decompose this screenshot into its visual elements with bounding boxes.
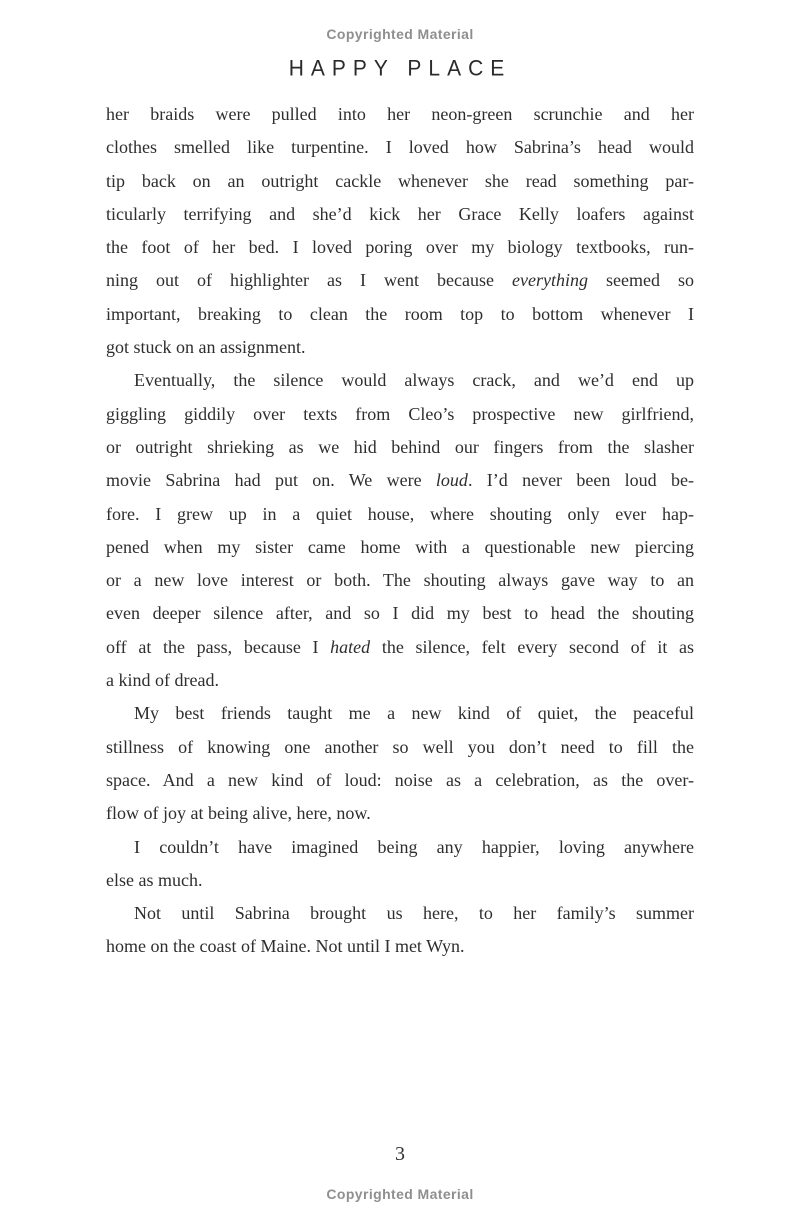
- paragraph: [106, 831, 694, 898]
- text-line: fore. I grew up in a quiet house, where shouting only ever hap-: [106, 503, 694, 524]
- paragraph: [106, 697, 694, 830]
- text-line: My best friends taught me a new kind of quiet, the peaceful: [134, 703, 694, 724]
- text-line: ticularly terrifying and she’d kick her Grace Kelly loafers against: [106, 203, 694, 224]
- text-line: pened when my sister came home with a questionable new piercing: [106, 536, 694, 557]
- text-line: tip back on an outright cackle whenever she read something par-: [106, 170, 694, 191]
- text-line: the foot of her bed. I loved poring over my biology textbooks, run-: [106, 237, 694, 258]
- text-line: stillness of knowing one another so well you don’t need to fill the: [106, 736, 694, 757]
- text-line: movie Sabrina had put on. We were loud. I’d never been loud be-: [106, 470, 694, 491]
- text-block: [106, 98, 694, 964]
- text-line: home on the coast of Maine. Not until I met Wyn.: [106, 936, 465, 957]
- text-line: or outright shrieking as we hid behind our fingers from the slasher: [106, 436, 694, 457]
- text-line: or a new love interest or both. The shouting always gave way to an: [106, 570, 694, 591]
- running-title: HAPPY PLACE: [288, 56, 512, 81]
- paragraph: [106, 364, 694, 697]
- text-line: Eventually, the silence would always crack, and we’d end up: [134, 370, 694, 391]
- text-line: else as much.: [106, 869, 203, 890]
- text-line: clothes smelled like turpentine. I loved how Sabrina’s head would: [106, 137, 694, 158]
- text-line: Not until Sabrina brought us here, to her family’s summer: [134, 903, 694, 924]
- paragraph: [106, 98, 694, 364]
- text-line: flow of joy at being alive, here, now.: [106, 803, 371, 824]
- text-line: space. And a new kind of loud: noise as a celebration, as the over-: [106, 769, 694, 790]
- text-line: her braids were pulled into her neon-green scrunchie and her: [106, 104, 694, 124]
- text-line: even deeper silence after, and so I did my best to head the shouting: [106, 603, 694, 624]
- text-line: a kind of dread.: [106, 670, 219, 691]
- text-line: I couldn’t have imagined being any happier, loving anywhere: [134, 836, 694, 857]
- paragraph: [106, 897, 694, 964]
- text-line: giggling giddily over texts from Cleo’s prospective new girlfriend,: [106, 403, 694, 424]
- text-line: important, breaking to clean the room top to bottom whenever I: [106, 303, 694, 324]
- page-number: 3: [395, 1143, 405, 1165]
- text-line: got stuck on an assignment.: [106, 337, 306, 358]
- text-line: ning out of highlighter as I went because everything seemed so: [106, 270, 694, 291]
- copyright-notice-bottom: Copyrighted Material: [326, 1186, 474, 1202]
- text-line: off at the pass, because I hated the silence, felt every second of it as: [106, 636, 694, 657]
- copyright-notice-top: Copyrighted Material: [326, 26, 474, 42]
